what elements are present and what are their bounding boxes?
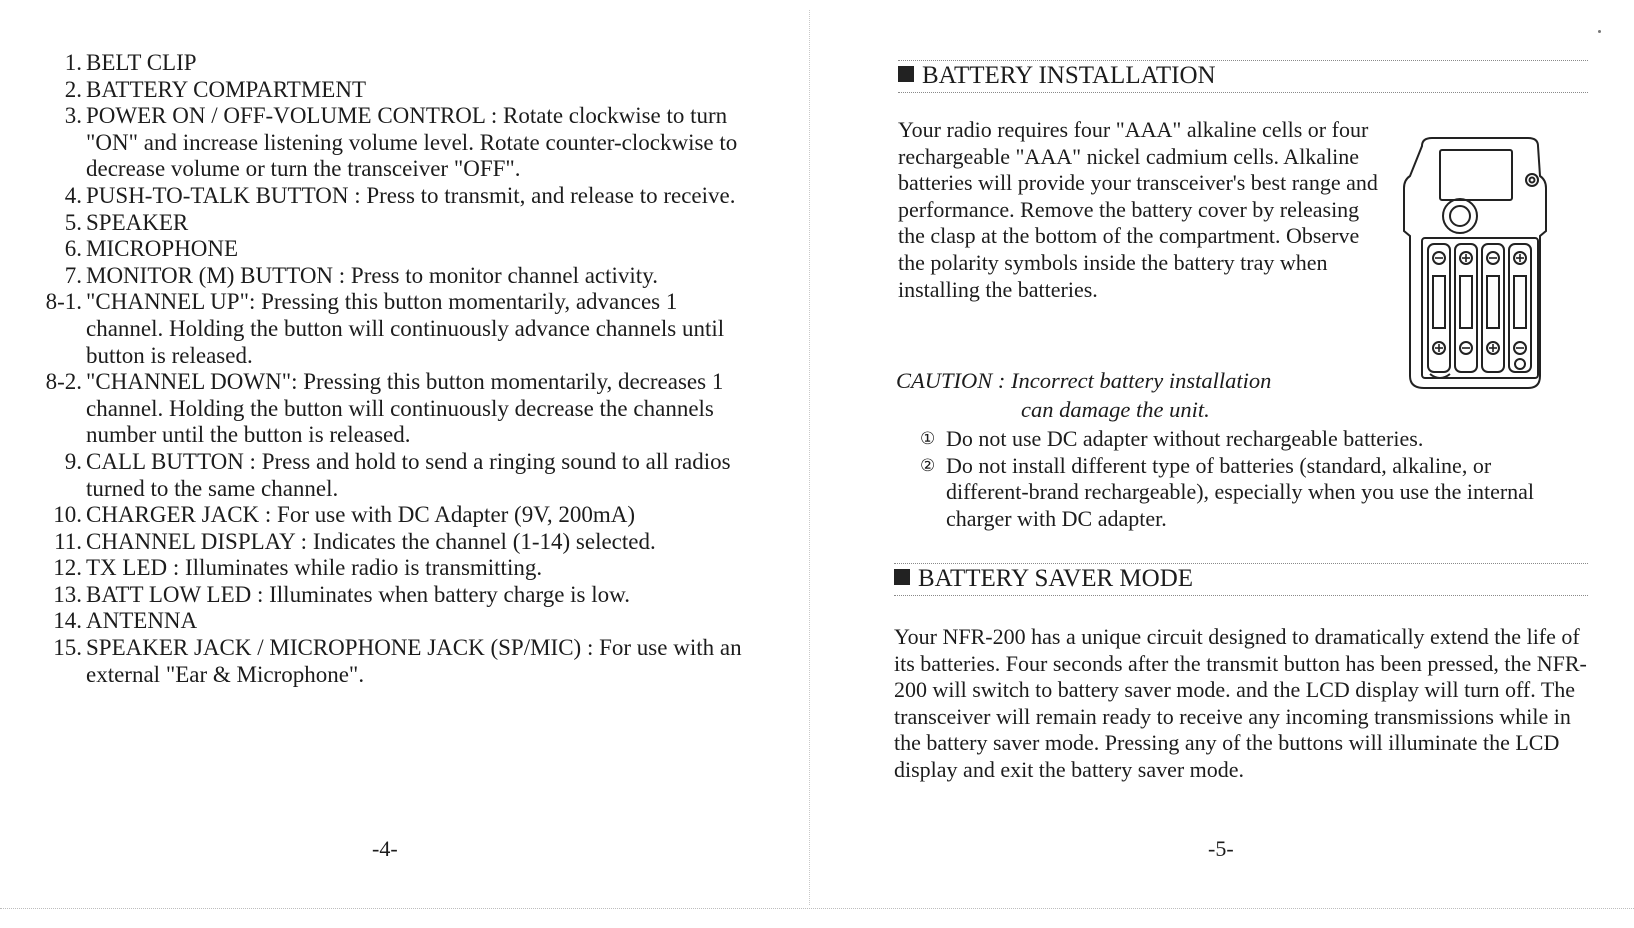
item-text: BATTERY COMPARTMENT: [86, 76, 366, 102]
list-item: [0, 555, 760, 582]
list-item: [0, 582, 760, 609]
list-item: [0, 502, 760, 529]
item-number: 14.: [53, 608, 82, 634]
caution-line-2: can damage the unit.: [1021, 397, 1210, 422]
battery-installation-body: Your radio requires four "AAA" alkaline cells or four rechargeable "AAA" nickel cadmium cells. Alkaline batteries will provide your transceiver's best range and performance. Remove the battery cover by releasing the clasp at the bottom of the compartment. Observe the polarity symbols inside the battery tray when installing the batteries.: [898, 117, 1378, 302]
heading-text: BATTERY INSTALLATION: [922, 62, 1216, 89]
item-text: CHARGER JACK : For use with DC Adapter (9V, 200mA): [86, 502, 636, 528]
list-item: [0, 289, 760, 369]
list-item: [0, 103, 760, 183]
page-bottom-edge: [0, 908, 1634, 909]
item-number: 13.: [53, 581, 82, 607]
item-text: POWER ON / OFF-VOLUME CONTROL : Rotate clockwise to turn "ON" and increase listening volume level. Rotate counter-clockwise to decrease volume or turn the transceiver "OFF".: [86, 103, 738, 182]
section-rule-bottom: [894, 595, 1588, 596]
item-number: 9.: [64, 448, 82, 474]
list-item: [0, 449, 760, 502]
item-number: 6.: [64, 236, 82, 262]
section-rule-top: [894, 563, 1588, 564]
list-item: [0, 635, 760, 688]
list-item: [0, 77, 760, 104]
circled-number: ①: [920, 429, 936, 449]
item-number: 1.: [64, 50, 82, 75]
list-item: [0, 50, 760, 77]
item-text: PUSH-TO-TALK BUTTON : Press to transmit, and release to receive.: [86, 182, 736, 208]
item-text: MICROPHONE: [86, 236, 239, 262]
battery-saver-heading: [894, 565, 1584, 593]
left-page: [0, 0, 810, 928]
page-fold-divider: [809, 10, 810, 905]
caution-notes-list: [920, 426, 1560, 532]
note-text: Do not use DC adapter without rechargeable batteries.: [946, 426, 1424, 451]
item-text: "CHANNEL DOWN": Pressing this button momentarily, decreases 1 channel. Holding the button will continuously decrease the channels number until the button is released.: [86, 369, 724, 448]
item-number: 8-2.: [45, 369, 82, 395]
item-number: 11.: [54, 528, 82, 554]
item-number: 8-1.: [45, 289, 82, 315]
list-item: [0, 529, 760, 556]
item-number: 12.: [53, 555, 82, 581]
item-text: "CHANNEL UP": Pressing this button momentarily, advances 1 channel. Holding the button will continuously advance channels until button is released.: [86, 289, 725, 368]
item-text: SPEAKER JACK / MICROPHONE JACK (SP/MIC) : For use with an external "Ear & Microphone".: [86, 635, 742, 687]
item-number: 4.: [64, 182, 82, 208]
item-text: ANTENNA: [86, 608, 198, 634]
list-item: [0, 210, 760, 237]
item-text: CALL BUTTON : Press and hold to send a ringing sound to all radios turned to the same channel.: [86, 448, 731, 501]
list-item: [0, 263, 760, 290]
item-text: BELT CLIP: [86, 50, 197, 75]
caution-line-1: CAUTION : Incorrect battery installation: [896, 368, 1272, 393]
square-bullet-icon: [898, 66, 914, 82]
section-rule-bottom: [898, 92, 1588, 93]
page-number-right: -5-: [1208, 836, 1234, 861]
item-text: BATT LOW LED : Illuminates when battery charge is low.: [86, 581, 631, 607]
battery-compartment-diagram: [1400, 136, 1550, 394]
list-item: [920, 426, 1560, 453]
item-number: 2.: [64, 76, 82, 102]
list-item: [0, 608, 760, 635]
battery-installation-heading: [898, 62, 1588, 90]
list-item: [0, 369, 760, 449]
note-text: Do not install different type of batteries (standard, alkaline, or different-brand rechargeable), especially when you use the internal charger with DC adapter.: [946, 452, 1535, 531]
item-number: 10.: [53, 502, 82, 528]
circled-number: ②: [920, 455, 936, 476]
list-item: [920, 453, 1560, 533]
list-item: [0, 183, 760, 210]
caution-note: [896, 366, 1271, 424]
scan-speck: [1598, 30, 1601, 33]
item-number: 5.: [64, 209, 82, 235]
item-number: 3.: [64, 103, 82, 129]
item-text: CHANNEL DISPLAY : Indicates the channel (1-14) selected.: [86, 528, 656, 554]
item-number: 7.: [64, 262, 82, 288]
square-bullet-icon: [894, 569, 910, 585]
item-number: 15.: [53, 635, 82, 661]
battery-saver-body: Your NFR-200 has a unique circuit designed to dramatically extend the life of its batteries. Four seconds after the transmit button has been pressed, the NFR-200 will switch to battery saver mode. and the LCD display will turn off. The transceiver will remain ready to receive any incoming transmissions while in the battery saver mode. Pressing any of the buttons will illuminate the LCD display and exit the battery saver mode.: [894, 624, 1587, 782]
item-text: TX LED : Illuminates while radio is transmitting.: [86, 555, 543, 581]
heading-text: BATTERY SAVER MODE: [918, 565, 1194, 592]
page-number-left: -4-: [372, 836, 398, 861]
item-text: MONITOR (M) BUTTON : Press to monitor channel activity.: [86, 262, 658, 288]
parts-list: [0, 50, 760, 688]
item-text: SPEAKER: [86, 209, 189, 235]
section-rule-top: [898, 60, 1588, 61]
list-item: [0, 236, 760, 263]
